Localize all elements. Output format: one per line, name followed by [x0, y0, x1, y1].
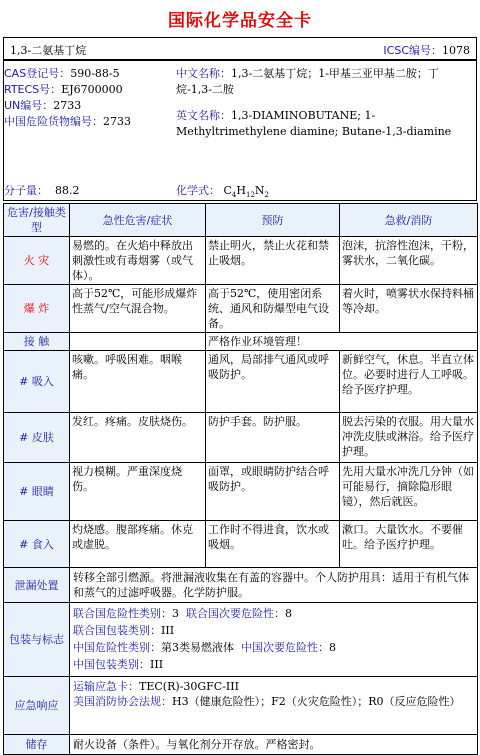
transport-line: 运输应急卡：TEC(R)-30GFC-III	[73, 680, 239, 693]
icsc-number: 1078	[442, 44, 470, 57]
row-prevention: 防护手套。防护服。	[206, 413, 340, 463]
rtecs-label: RTECS号：	[4, 83, 62, 96]
row-prevention: 高于52℃，使用密闭系统、通风和防爆型电气设备。	[206, 285, 340, 333]
row-prevention: 工作时不得进食，饮水或吸烟。	[206, 521, 340, 568]
row-type: 火 灾	[4, 237, 70, 285]
china-label: 中国危险货物编号：	[4, 115, 103, 128]
row-type: 爆 炸	[4, 285, 70, 333]
icsc-label: ICSC编号：	[383, 44, 442, 57]
cn-class-line: 中国危险性类别：第3类易燃液体 中国次要危险性：8	[73, 641, 336, 654]
un-value: 2733	[53, 99, 82, 112]
card-title: 国际化学品安全卡	[168, 11, 312, 31]
table-row	[4, 333, 478, 351]
table-row	[4, 463, 478, 521]
en-name-label: 英文名称：	[176, 109, 231, 122]
un-class-line: 联合国危险性类别：3 联合国次要危险性：8	[73, 607, 292, 620]
col-hazard: 急性危害/症状	[70, 204, 206, 237]
table-row	[4, 521, 478, 568]
china-row	[4, 114, 174, 130]
emergency-label: 应急响应	[4, 677, 70, 735]
mw-row	[4, 182, 80, 198]
mw-label: 分子量：	[4, 184, 48, 197]
row-type: # 吸入	[4, 351, 70, 413]
row-first-aid: 着火时，喷雾状水保持料桶等冷却。	[340, 285, 478, 333]
cn-name-label: 中文名称：	[176, 67, 231, 80]
table-row	[4, 351, 478, 413]
en-name-row	[176, 108, 472, 140]
spill-label: 泄漏处置	[4, 568, 70, 603]
row-type: # 皮肤	[4, 413, 70, 463]
storage-label: 储存	[4, 735, 70, 755]
col-prevention: 预防	[206, 204, 340, 237]
un-row	[4, 98, 174, 114]
row-prevention: 严格作业环境管理！	[206, 333, 478, 351]
row-first-aid: 新鲜空气，休息。半直立体位。必要时进行人工呼吸。给予医疗护理。	[340, 351, 478, 413]
identification-block	[3, 60, 477, 201]
row-hazard: 视力模糊。严重深度烧伤。	[70, 463, 206, 521]
mw-value: 88.2	[55, 184, 80, 197]
row-first-aid: 漱口。大量饮水。不要催吐。给予医疗护理。	[340, 521, 478, 568]
spill-row	[4, 568, 478, 603]
cn-name-row	[176, 66, 472, 98]
table-header-row	[4, 204, 478, 237]
packaging-row	[4, 603, 478, 677]
row-first-aid: 脱去污染的衣服。用大量水冲洗皮肤或淋浴。给予医疗护理。	[340, 413, 478, 463]
row-hazard: 灼烧感。腹部疼痛。休克或虚脱。	[70, 521, 206, 568]
table-row	[4, 413, 478, 463]
table-row	[4, 285, 478, 333]
row-type: # 眼睛	[4, 463, 70, 521]
storage-row	[4, 735, 478, 755]
china-value: 2733	[103, 115, 131, 128]
row-prevention: 通风，局部排气通风或呼吸防护。	[206, 351, 340, 413]
row-hazard: 咳嗽。呼吸困难。咽喉痛。	[70, 351, 206, 413]
row-prevention: 禁止明火，禁止火花和禁止吸烟。	[206, 237, 340, 285]
row-type: 接 触	[4, 333, 70, 351]
chemical-name: 1,3-二氨基丁烷	[10, 44, 87, 57]
un-pack-line: 联合国包装类别：III	[73, 624, 175, 637]
row-hazard: 发红。疼痛。皮肤烧伤。	[70, 413, 206, 463]
cn-pack-line: 中国包装类别：III	[73, 658, 164, 671]
name-header	[3, 37, 477, 60]
table-row	[4, 237, 478, 285]
cas-row	[4, 66, 174, 82]
col-first-aid: 急救/消防	[340, 204, 478, 237]
row-hazard: 高于52℃，可能形成爆炸性蒸气/空气混合物。	[70, 285, 206, 333]
rtecs-row	[4, 82, 174, 98]
formula-label: 化学式：	[176, 184, 220, 197]
packaging-label: 包装与标志	[4, 603, 70, 677]
rtecs-value: EJ6700000	[61, 83, 123, 96]
col-type: 危害/接触类型	[4, 204, 70, 237]
nfpa-line: 美国消防协会法规：H3（健康危险性）；F2（火灾危险性）；R0（反应危险性）	[73, 695, 461, 708]
cas-label: CAS登记号：	[4, 67, 71, 80]
cas-value: 590-88-5	[70, 67, 120, 80]
row-first-aid: 泡沫，抗溶性泡沫，干粉，雾状水，二氧化碳。	[340, 237, 478, 285]
cn-name-value: 1,3-二氨基丁烷；1-甲基三亚甲基二胺；丁烷-1,3-二胺	[176, 67, 439, 96]
emergency-row	[4, 677, 478, 735]
row-hazard	[70, 333, 206, 351]
spill-text: 转移全部引燃源。将泄漏液收集在有盖的容器中。个人防护用具：适用于有机气体和蒸气的过滤呼吸器。化学防护服。	[70, 568, 478, 603]
row-first-aid: 先用大量水冲洗几分钟（如可能易行，摘除隐形眼镜），然后就医。	[340, 463, 478, 521]
row-prevention: 面罩，或眼睛防护结合呼吸防护。	[206, 463, 340, 521]
hazard-table	[3, 203, 478, 755]
un-label: UN编号：	[4, 99, 54, 112]
row-type: # 食入	[4, 521, 70, 568]
row-hazard: 易燃的。在火焰中释放出刺激性或有毒烟雾（或气体）。	[70, 237, 206, 285]
en-name-value: 1,3-DIAMINOBUTANE; 1-Methyltrimethylene diamine; Butane-1,3-diamine	[176, 109, 452, 138]
formula-row: 化学式： $C_4H_{12}N_2$	[176, 184, 269, 200]
storage-text: 耐火设备（条件）。与氧化剂分开存放。严格密封。	[70, 735, 478, 755]
